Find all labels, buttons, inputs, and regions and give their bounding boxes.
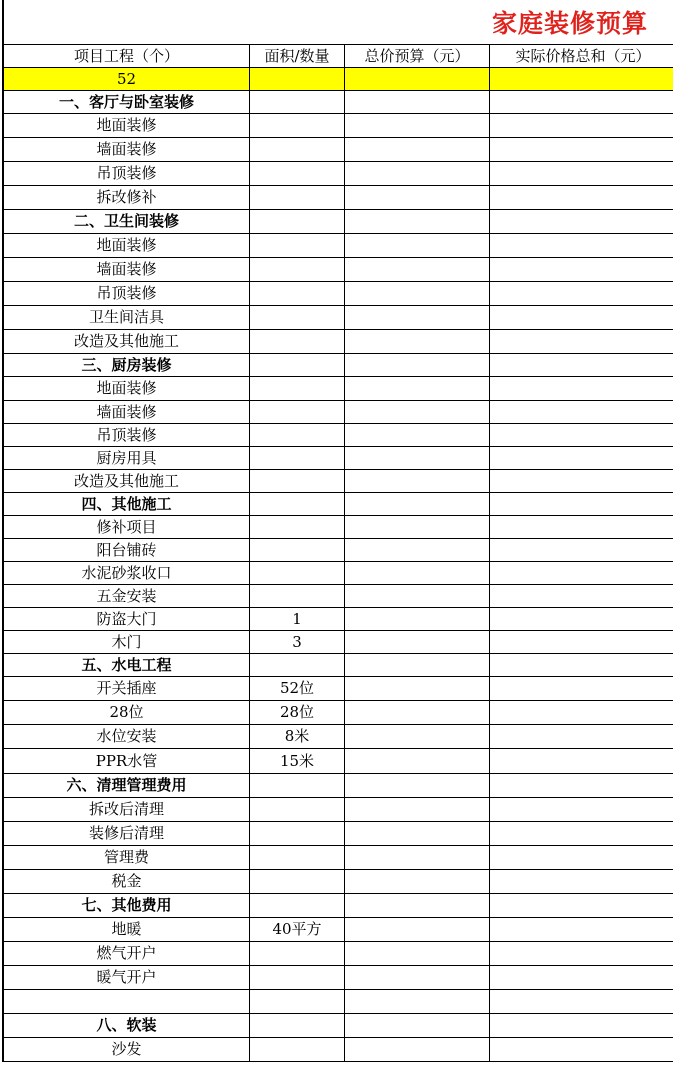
table-row xyxy=(3,138,673,162)
cell-quantity[interactable]: 8米 xyxy=(250,725,345,749)
cell-budget[interactable] xyxy=(345,894,490,918)
table-row xyxy=(3,306,673,330)
cell-budget[interactable] xyxy=(345,562,490,585)
header-actual[interactable]: 实际价格总和（元） xyxy=(490,45,673,68)
cell-budget[interactable] xyxy=(345,870,490,894)
cell-budget[interactable] xyxy=(345,377,490,401)
cell-actual[interactable] xyxy=(490,1014,673,1038)
cell-quantity[interactable] xyxy=(250,186,345,210)
cell-actual[interactable] xyxy=(490,585,673,608)
highlight-row xyxy=(3,68,673,91)
header-project[interactable]: 项目工程（个） xyxy=(3,45,250,68)
cell-actual[interactable] xyxy=(490,114,673,138)
table-row xyxy=(3,447,673,470)
table-row xyxy=(3,258,673,282)
cell-project[interactable]: 吊顶装修 xyxy=(3,282,250,306)
cell-project[interactable]: 地暖 xyxy=(3,918,250,942)
cell-project[interactable]: 水泥砂浆收口 xyxy=(3,562,250,585)
cell-project[interactable]: 四、其他施工 xyxy=(3,493,250,516)
table-row xyxy=(3,822,673,846)
table-row xyxy=(3,798,673,822)
cell-quantity[interactable] xyxy=(250,516,345,539)
cell-project[interactable]: 暖气开户 xyxy=(3,966,250,990)
cell-quantity[interactable] xyxy=(250,470,345,493)
cell-project[interactable]: 装修后清理 xyxy=(3,822,250,846)
cell-project[interactable]: 吊顶装修 xyxy=(3,424,250,447)
cell-project[interactable]: 管理费 xyxy=(3,846,250,870)
cell-budget[interactable] xyxy=(345,725,490,749)
section-row xyxy=(3,354,673,377)
cell-quantity[interactable]: 52位 xyxy=(250,677,345,701)
cell-actual[interactable] xyxy=(490,354,673,377)
cell-quantity[interactable] xyxy=(250,234,345,258)
cell-budget[interactable] xyxy=(345,822,490,846)
cell-actual[interactable] xyxy=(490,798,673,822)
cell-project[interactable]: 水位安装 xyxy=(3,725,250,749)
cell-budget[interactable] xyxy=(345,654,490,677)
cell-budget[interactable] xyxy=(345,162,490,186)
cell-project[interactable]: 墙面装修 xyxy=(3,138,250,162)
cell-actual[interactable] xyxy=(490,774,673,798)
cell-budget[interactable] xyxy=(345,846,490,870)
header-budget[interactable]: 总价预算（元） xyxy=(345,45,490,68)
cell-project[interactable]: 地面装修 xyxy=(3,234,250,258)
section-row xyxy=(3,1014,673,1038)
cell-actual[interactable] xyxy=(490,894,673,918)
cell-budget[interactable] xyxy=(345,258,490,282)
section-row xyxy=(3,91,673,114)
cell-project[interactable]: 28位 xyxy=(3,701,250,725)
header-quantity[interactable]: 面积/数量 xyxy=(250,45,345,68)
cell-budget[interactable] xyxy=(345,585,490,608)
table-row xyxy=(3,677,673,701)
cell-actual[interactable] xyxy=(490,282,673,306)
table-row xyxy=(3,846,673,870)
table-row xyxy=(3,282,673,306)
cell-project[interactable]: 拆改后清理 xyxy=(3,798,250,822)
cell-project[interactable]: 沙发 xyxy=(3,1038,250,1062)
cell-project[interactable]: 52 xyxy=(3,68,250,91)
table-row xyxy=(3,725,673,749)
table-row xyxy=(3,942,673,966)
cell-project[interactable]: 卫生间洁具 xyxy=(3,306,250,330)
cell-budget[interactable] xyxy=(345,68,490,91)
cell-actual[interactable] xyxy=(490,654,673,677)
cell-quantity[interactable] xyxy=(250,138,345,162)
cell-budget[interactable] xyxy=(345,990,490,1014)
cell-budget[interactable] xyxy=(345,918,490,942)
table-row xyxy=(3,585,673,608)
cell-quantity[interactable] xyxy=(250,447,345,470)
cell-project[interactable]: 改造及其他施工 xyxy=(3,330,250,354)
cell-actual[interactable] xyxy=(490,725,673,749)
cell-quantity[interactable]: 3 xyxy=(250,631,345,654)
table-row xyxy=(3,990,673,1014)
table-row xyxy=(3,918,673,942)
cell-actual[interactable] xyxy=(490,631,673,654)
cell-project[interactable]: 木门 xyxy=(3,631,250,654)
cell-project[interactable]: 防盗大门 xyxy=(3,608,250,631)
cell-project[interactable]: 阳台铺砖 xyxy=(3,539,250,562)
cell-quantity[interactable] xyxy=(250,306,345,330)
cell-budget[interactable] xyxy=(345,470,490,493)
cell-quantity[interactable]: 1 xyxy=(250,608,345,631)
cell-actual[interactable] xyxy=(490,377,673,401)
cell-project[interactable]: 开关插座 xyxy=(3,677,250,701)
cell-quantity[interactable] xyxy=(250,424,345,447)
table-row xyxy=(3,424,673,447)
cell-quantity[interactable] xyxy=(250,354,345,377)
table-row xyxy=(3,631,673,654)
cell-budget[interactable] xyxy=(345,966,490,990)
title-row xyxy=(2,0,673,44)
cell-quantity[interactable] xyxy=(250,114,345,138)
cell-actual[interactable] xyxy=(490,138,673,162)
cell-project[interactable]: 修补项目 xyxy=(3,516,250,539)
cell-project[interactable]: 墙面装修 xyxy=(3,401,250,424)
cell-project[interactable]: 八、软装 xyxy=(3,1014,250,1038)
cell-quantity[interactable] xyxy=(250,91,345,114)
table-row xyxy=(3,114,673,138)
cell-quantity[interactable] xyxy=(250,654,345,677)
cell-actual[interactable] xyxy=(490,68,673,91)
cell-budget[interactable] xyxy=(345,330,490,354)
table-row xyxy=(3,562,673,585)
cell-project[interactable]: 地面装修 xyxy=(3,114,250,138)
cell-actual[interactable] xyxy=(490,701,673,725)
cell-actual[interactable] xyxy=(490,1038,673,1062)
cell-quantity[interactable] xyxy=(250,258,345,282)
cell-quantity[interactable] xyxy=(250,846,345,870)
cell-quantity[interactable] xyxy=(250,822,345,846)
cell-budget[interactable] xyxy=(345,424,490,447)
table-row xyxy=(3,749,673,774)
table-row xyxy=(3,608,673,631)
cell-quantity[interactable] xyxy=(250,966,345,990)
cell-project[interactable]: 五、水电工程 xyxy=(3,654,250,677)
cell-actual[interactable] xyxy=(490,966,673,990)
cell-project[interactable]: 地面装修 xyxy=(3,377,250,401)
cell-actual[interactable] xyxy=(490,401,673,424)
table-row xyxy=(3,186,673,210)
cell-quantity[interactable] xyxy=(250,162,345,186)
cell-quantity[interactable] xyxy=(250,585,345,608)
cell-project[interactable]: 墙面装修 xyxy=(3,258,250,282)
cell-budget[interactable] xyxy=(345,942,490,966)
cell-budget[interactable] xyxy=(345,1038,490,1062)
cell-quantity[interactable] xyxy=(250,774,345,798)
cell-actual[interactable] xyxy=(490,870,673,894)
cell-actual[interactable] xyxy=(490,162,673,186)
table-row xyxy=(3,966,673,990)
cell-quantity[interactable] xyxy=(250,870,345,894)
cell-project[interactable]: 改造及其他施工 xyxy=(3,470,250,493)
table-row xyxy=(3,401,673,424)
cell-quantity[interactable] xyxy=(250,493,345,516)
cell-actual[interactable] xyxy=(490,677,673,701)
cell-project[interactable]: PPR水管 xyxy=(3,749,250,774)
cell-project[interactable]: 六、清理管理费用 xyxy=(3,774,250,798)
cell-budget[interactable] xyxy=(345,539,490,562)
cell-budget[interactable] xyxy=(345,447,490,470)
header-row xyxy=(3,45,673,68)
cell-budget[interactable] xyxy=(345,774,490,798)
cell-project[interactable]: 一、客厅与卧室装修 xyxy=(3,91,250,114)
section-row xyxy=(3,654,673,677)
cell-project[interactable]: 厨房用具 xyxy=(3,447,250,470)
table-row xyxy=(3,539,673,562)
cell-quantity[interactable] xyxy=(250,942,345,966)
cell-actual[interactable] xyxy=(490,258,673,282)
table-row xyxy=(3,162,673,186)
cell-budget[interactable] xyxy=(345,401,490,424)
section-row xyxy=(3,774,673,798)
cell-budget[interactable] xyxy=(345,234,490,258)
cell-quantity[interactable] xyxy=(250,401,345,424)
page-title: 家庭装修预算 xyxy=(492,9,649,38)
cell-budget[interactable] xyxy=(345,749,490,774)
cell-project[interactable] xyxy=(3,990,250,1014)
cell-quantity[interactable] xyxy=(250,68,345,91)
budget-table xyxy=(2,44,673,1062)
cell-budget[interactable] xyxy=(345,138,490,162)
cell-project[interactable]: 二、卫生间装修 xyxy=(3,210,250,234)
cell-project[interactable]: 燃气开户 xyxy=(3,942,250,966)
cell-budget[interactable] xyxy=(345,114,490,138)
table-row xyxy=(3,234,673,258)
table-row xyxy=(3,870,673,894)
cell-quantity[interactable]: 28位 xyxy=(250,701,345,725)
table-row xyxy=(3,377,673,401)
cell-quantity[interactable] xyxy=(250,210,345,234)
cell-budget[interactable] xyxy=(345,306,490,330)
cell-budget[interactable] xyxy=(345,701,490,725)
section-row xyxy=(3,493,673,516)
cell-actual[interactable] xyxy=(490,749,673,774)
table-row xyxy=(3,516,673,539)
table-row xyxy=(3,1038,673,1062)
cell-budget[interactable] xyxy=(345,608,490,631)
cell-actual[interactable] xyxy=(490,210,673,234)
cell-actual[interactable] xyxy=(490,493,673,516)
cell-budget[interactable] xyxy=(345,516,490,539)
cell-quantity[interactable] xyxy=(250,282,345,306)
cell-quantity[interactable]: 15米 xyxy=(250,749,345,774)
cell-budget[interactable] xyxy=(345,1014,490,1038)
cell-quantity[interactable] xyxy=(250,1038,345,1062)
cell-project[interactable]: 三、厨房装修 xyxy=(3,354,250,377)
cell-actual[interactable] xyxy=(490,990,673,1014)
cell-actual[interactable] xyxy=(490,846,673,870)
cell-budget[interactable] xyxy=(345,354,490,377)
cell-actual[interactable] xyxy=(490,330,673,354)
cell-budget[interactable] xyxy=(345,210,490,234)
cell-budget[interactable] xyxy=(345,493,490,516)
cell-project[interactable]: 吊顶装修 xyxy=(3,162,250,186)
cell-quantity[interactable] xyxy=(250,377,345,401)
cell-quantity[interactable] xyxy=(250,798,345,822)
cell-actual[interactable] xyxy=(490,91,673,114)
cell-budget[interactable] xyxy=(345,631,490,654)
cell-actual[interactable] xyxy=(490,608,673,631)
cell-project[interactable]: 拆改修补 xyxy=(3,186,250,210)
cell-budget[interactable] xyxy=(345,798,490,822)
cell-actual[interactable] xyxy=(490,942,673,966)
cell-actual[interactable] xyxy=(490,918,673,942)
cell-quantity[interactable]: 40平方 xyxy=(250,918,345,942)
cell-actual[interactable] xyxy=(490,539,673,562)
cell-actual[interactable] xyxy=(490,562,673,585)
cell-quantity[interactable] xyxy=(250,330,345,354)
cell-actual[interactable] xyxy=(490,447,673,470)
cell-actual[interactable] xyxy=(490,470,673,493)
table-row xyxy=(3,330,673,354)
cell-actual[interactable] xyxy=(490,424,673,447)
cell-quantity[interactable] xyxy=(250,990,345,1014)
cell-budget[interactable] xyxy=(345,282,490,306)
cell-actual[interactable] xyxy=(490,234,673,258)
cell-actual[interactable] xyxy=(490,306,673,330)
table-row xyxy=(3,470,673,493)
section-row xyxy=(3,210,673,234)
cell-budget[interactable] xyxy=(345,677,490,701)
cell-budget[interactable] xyxy=(345,91,490,114)
cell-quantity[interactable] xyxy=(250,894,345,918)
cell-project[interactable]: 七、其他费用 xyxy=(3,894,250,918)
cell-quantity[interactable] xyxy=(250,562,345,585)
table-row xyxy=(3,701,673,725)
cell-quantity[interactable] xyxy=(250,539,345,562)
cell-actual[interactable] xyxy=(490,516,673,539)
cell-quantity[interactable] xyxy=(250,1014,345,1038)
cell-budget[interactable] xyxy=(345,186,490,210)
cell-actual[interactable] xyxy=(490,186,673,210)
cell-project[interactable]: 税金 xyxy=(3,870,250,894)
cell-actual[interactable] xyxy=(490,822,673,846)
section-row xyxy=(3,894,673,918)
cell-project[interactable]: 五金安装 xyxy=(3,585,250,608)
